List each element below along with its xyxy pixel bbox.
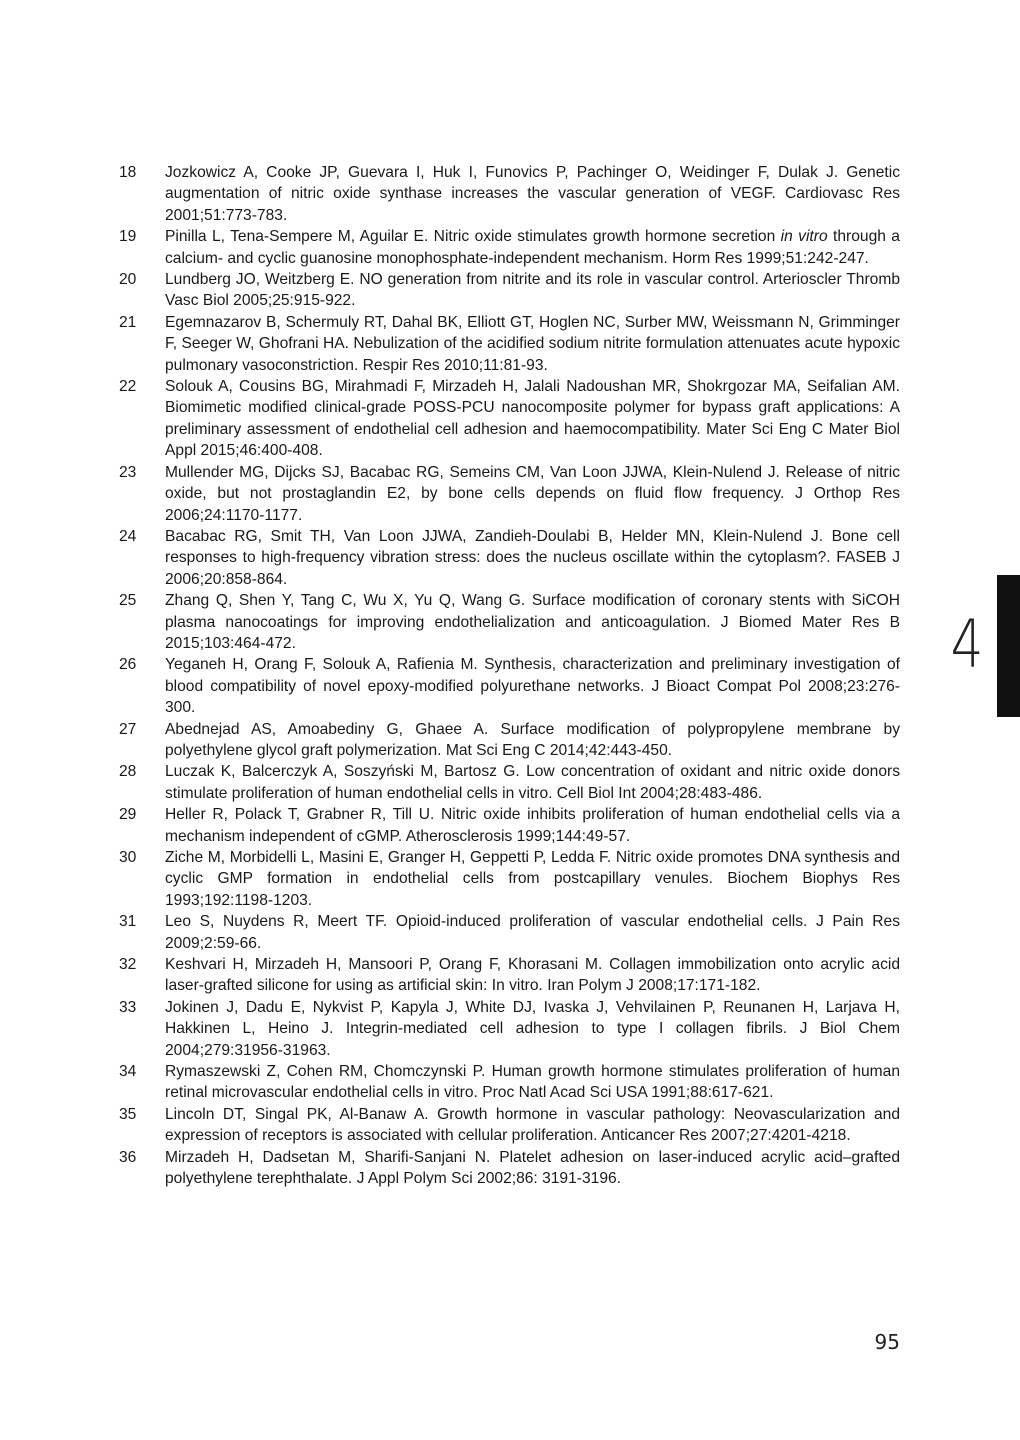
reference-text: Heller R, Polack T, Grabner R, Till U. Nitric oxide inhibits proliferation of human endothelial cells via a mechanism independent of cGMP. Atherosclerosis 1999;144:49-57. xyxy=(165,806,900,845)
reference-number: 24 xyxy=(119,527,137,545)
page-number: 95 xyxy=(874,1330,900,1354)
reference-text: Bacabac RG, Smit TH, Van Loon JJWA, Zandieh-Doulabi B, Helder MN, Klein-Nulend J. Bone cell responses to high-frequency vibration stress: does the nucleus oscillate within the cytoplasm?. FASEB J 2006;20:858-864. xyxy=(165,527,900,588)
reference-item xyxy=(119,911,900,954)
reference-item xyxy=(119,1061,900,1104)
reference-item xyxy=(119,376,900,462)
reference-number: 19 xyxy=(119,228,137,246)
reference-item xyxy=(119,312,900,376)
reference-number: 28 xyxy=(119,763,137,781)
reference-item xyxy=(119,719,900,762)
reference-text-italic: in vitro xyxy=(780,228,828,246)
reference-number: 21 xyxy=(119,313,137,331)
reference-item xyxy=(119,462,900,526)
reference-number: 31 xyxy=(119,913,137,931)
chapter-tab-marker xyxy=(997,575,1020,717)
reference-number: 30 xyxy=(119,849,137,866)
reference-text: Zhang Q, Shen Y, Tang C, Wu X, Yu Q, Wang G. Surface modification of coronary stents with SiCOH plasma nanocoatings for improving endothelialization and anticoagulation. J Biomed Mater Res B 2015;103:464-472. xyxy=(165,592,900,652)
reference-item xyxy=(119,1147,900,1190)
reference-number: 27 xyxy=(119,720,137,738)
reference-text: Mirzadeh H, Dadsetan M, Sharifi-Sanjani N. Platelet adhesion on laser-induced acrylic acid–grafted polyethylene terephthalate. J Appl Polym Sci 2002;86: 3191-3196. xyxy=(165,1148,900,1188)
reference-item xyxy=(119,997,900,1061)
reference-number: 34 xyxy=(119,1063,137,1081)
reference-number: 35 xyxy=(119,1105,137,1123)
reference-item xyxy=(119,226,900,269)
reference-list xyxy=(119,162,900,1190)
reference-text: Egemnazarov B, Schermuly RT, Dahal BK, Elliott GT, Hoglen NC, Surber MW, Weissmann N, Grimminger F, Seeger W, Ghofrani HA. Nebulization of the acidified sodium nitrite formulation attenuates acute hypoxic pulmonary vasoconstriction. Respir Res 2010;11:81-93. xyxy=(165,313,900,374)
reference-number: 20 xyxy=(119,271,137,289)
reference-item xyxy=(119,1104,900,1147)
reference-text: Jozkowicz A, Cooke JP, Guevara I, Huk I, Funovics P, Pachinger O, Weidinger F, Dulak J. Genetic augmentation of nitric oxide synthase increases the vascular generation of VEGF. Cardiovasc Res 2001;51:773-783. xyxy=(165,164,900,224)
reference-item xyxy=(119,954,900,997)
reference-text: Mullender MG, Dijcks SJ, Bacabac RG, Semeins CM, Van Loon JJWA, Klein-Nulend J. Release of nitric oxide, but not prostaglandin E2, by bone cells depends on fluid flow frequency. J Orthop Res 2006;24:1170-1177. xyxy=(165,463,900,524)
reference-text-part: through a calcium- and cyclic guanosine monophosphate-independent mechanism. Horm Res 1999;51:242-247. xyxy=(165,228,900,267)
reference-text xyxy=(165,226,900,269)
reference-number: 25 xyxy=(119,592,137,610)
reference-item xyxy=(119,804,900,847)
reference-text: Rymaszewski Z, Cohen RM, Chomczynski P. Human growth hormone stimulates proliferation of human retinal microvascular endothelial cells in vitro. Proc Natl Acad Sci USA 1991;88:617-621. xyxy=(165,1063,900,1102)
reference-item xyxy=(119,269,900,312)
reference-number: 23 xyxy=(119,463,137,481)
reference-number: 36 xyxy=(119,1148,137,1166)
reference-item xyxy=(119,526,900,590)
reference-number: 22 xyxy=(119,378,137,396)
reference-item xyxy=(119,590,900,654)
chapter-number: 4 xyxy=(950,606,984,683)
reference-item xyxy=(119,761,900,804)
reference-item xyxy=(119,654,900,718)
reference-number: 32 xyxy=(119,956,137,974)
reference-item xyxy=(119,847,900,911)
reference-item xyxy=(119,162,900,226)
reference-text: Luczak K, Balcerczyk A, Soszyński M, Bartosz G. Low concentration of oxidant and nitric oxide donors stimulate proliferation of human endothelial cells in vitro. Cell Biol Int 2004;28:483-486. xyxy=(165,763,900,802)
reference-text: Jokinen J, Dadu E, Nykvist P, Kapyla J, White DJ, Ivaska J, Vehvilainen P, Reunanen H, Larjava H, Hakkinen L, Heino J. Integrin-mediated cell adhesion to type I collagen fibrils. J Biol Chem 2004;279:31956-31963. xyxy=(165,998,900,1059)
reference-text: Lundberg JO, Weitzberg E. NO generation from nitrite and its role in vascular control. Arterioscler Thromb Vasc Biol 2005;25:915-922. xyxy=(165,271,900,310)
reference-number: 18 xyxy=(119,164,137,181)
reference-number: 29 xyxy=(119,806,137,824)
reference-text: Ziche M, Morbidelli L, Masini E, Granger H, Geppetti P, Ledda F. Nitric oxide promotes DNA synthesis and cyclic GMP formation in endothelial cells from postcapillary venules. Biochem Biophys Res 1993;192:1198-1203. xyxy=(165,849,900,909)
reference-text: Leo S, Nuydens R, Meert TF. Opioid-induced proliferation of vascular endothelial cells. J Pain Res 2009;2:59-66. xyxy=(165,913,900,952)
reference-text: Abednejad AS, Amoabediny G, Ghaee A. Surface modification of polypropylene membrane by polyethylene glycol graft polymerization. Mat Sci Eng C 2014;42:443-450. xyxy=(165,720,900,759)
reference-text: Lincoln DT, Singal PK, Al-Banaw A. Growth hormone in vascular pathology: Neovascularization and expression of receptors is associated with cellular proliferation. Anticancer Res 2007;27:4201-4218. xyxy=(165,1105,900,1145)
reference-number: 26 xyxy=(119,656,137,674)
reference-text: Keshvari H, Mirzadeh H, Mansoori P, Orang F, Khorasani M. Collagen immobilization onto acrylic acid laser-grafted silicone for using as artificial skin: In vitro. Iran Polym J 2008;17:171-182. xyxy=(165,956,900,995)
reference-text: Solouk A, Cousins BG, Mirahmadi F, Mirzadeh H, Jalali Nadoushan MR, Shokrgozar MA, Seifalian AM. Biomimetic modified clinical-grade POSS-PCU nanocomposite polymer for bypass graft applications: A preliminary assessment of endothelial cell adhesion and haemocompatibility. Mater Sci Eng C Mater Biol Appl 2015;46:400-408. xyxy=(165,378,900,460)
reference-text: Yeganeh H, Orang F, Solouk A, Rafienia M. Synthesis, characterization and preliminary investigation of blood compatibility of novel epoxy-modified polyurethane networks. J Bioact Compat Pol 2008;23:276-300. xyxy=(165,656,900,717)
reference-number: 33 xyxy=(119,998,137,1016)
reference-text-part: Pinilla L, Tena-Sempere M, Aguilar E. Nitric oxide stimulates growth hormone secretion xyxy=(165,228,781,246)
